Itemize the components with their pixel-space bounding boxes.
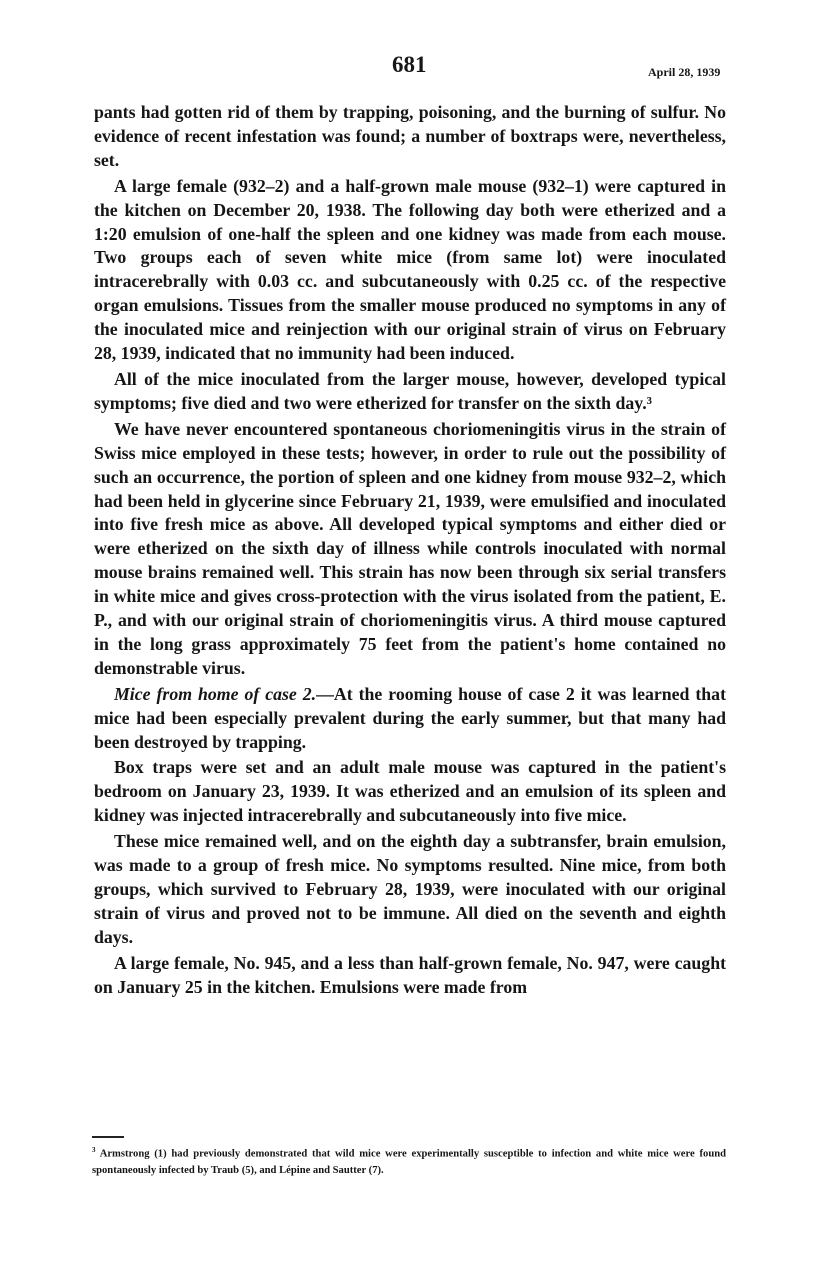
paragraph-text: —At the rooming house of case 2 it was learned that mice had been especially prevalent during the early summer, but that many had been destroyed by trapping. — [94, 683, 726, 752]
paragraph: We have never encountered spontaneous choriomeningitis virus in the strain of Swiss mice employed in these tests; however, in order to rule out the possibility of such an occurrence, the portion of spleen and one kidney from mouse 932–2, which had been held in glycerine since February 21, 1939, were emulsified and inoculated into five fresh mice as above. All developed typical symptoms and either died or were etherized on the sixth day of illness while controls inoculated with normal mouse brains remained well. This strain has now been through six serial transfers in white mice and gives cross-protection with the virus isolated from the patient, E. P., and with our original strain of choriomeningitis virus. A third mouse captured in the long grass approximately 75 feet from the patient's home contained no demonstrable virus. — [94, 418, 726, 678]
page-number: 681 — [392, 52, 427, 77]
paragraph: All of the mice inoculated from the larger mouse, however, developed typical symptoms; five died and two were etherized for transfer on the sixth day.³ — [94, 368, 726, 413]
paragraph: Box traps were set and an adult male mouse was captured in the patient's bedroom on January 23, 1939. It was etherized and an emulsion of its spleen and kidney was injected intracerebrally and subcutaneously into five mice. — [94, 757, 726, 826]
paragraph — [94, 683, 726, 755]
section-run-head: Mice from home of case 2. — [114, 683, 317, 704]
paragraph: A large female (932–2) and a half-grown male mouse (932–1) were captured in the kitchen on December 20, 1938. The following day both were etherized and a 1:20 emulsion of one-half the spleen and one kidney was made from each mouse. Two groups each of seven white mice (from same lot) were inoculated intracerebrally with 0.03 cc. and subcutaneously with 0.25 cc. of the respective organ emulsions. Tissues from the smaller mouse produced no symptoms in any of the inoculated mice and reinjection with our original strain of virus on February 28, 1939, indicated that no immunity had been induced. — [94, 175, 726, 364]
paragraph: pants had gotten rid of them by trapping, poisoning, and the burning of sulfur. No evidence of recent infestation was found; a number of boxtraps were, nevertheless, set. — [94, 102, 726, 170]
footnote-text: Armstrong (1) had previously demonstrated that wild mice were experimentally susceptible to infection and white mice were found spontaneously infected by Traub (5), and Lépine and Sautter (7). — [92, 1148, 726, 1176]
footnote — [92, 1142, 726, 1179]
body-text — [94, 101, 726, 1000]
paragraph: These mice remained well, and on the eighth day a subtransfer, brain emulsion, was made to a group of fresh mice. No symptoms resulted. Nine mice, from both groups, which survived to February 28, 1939, were inoculated with our original strain of virus and proved not to be immune. All died on the seventh and eighth days. — [94, 831, 726, 947]
paragraph: A large female, No. 945, and a less than half-grown female, No. 947, were caught on January 25 in the kitchen. Emulsions were made from — [94, 952, 726, 997]
footnote-marker: 3 — [92, 1146, 96, 1154]
running-date: April 28, 1939 — [648, 65, 721, 79]
footnote-rule — [92, 1136, 124, 1138]
